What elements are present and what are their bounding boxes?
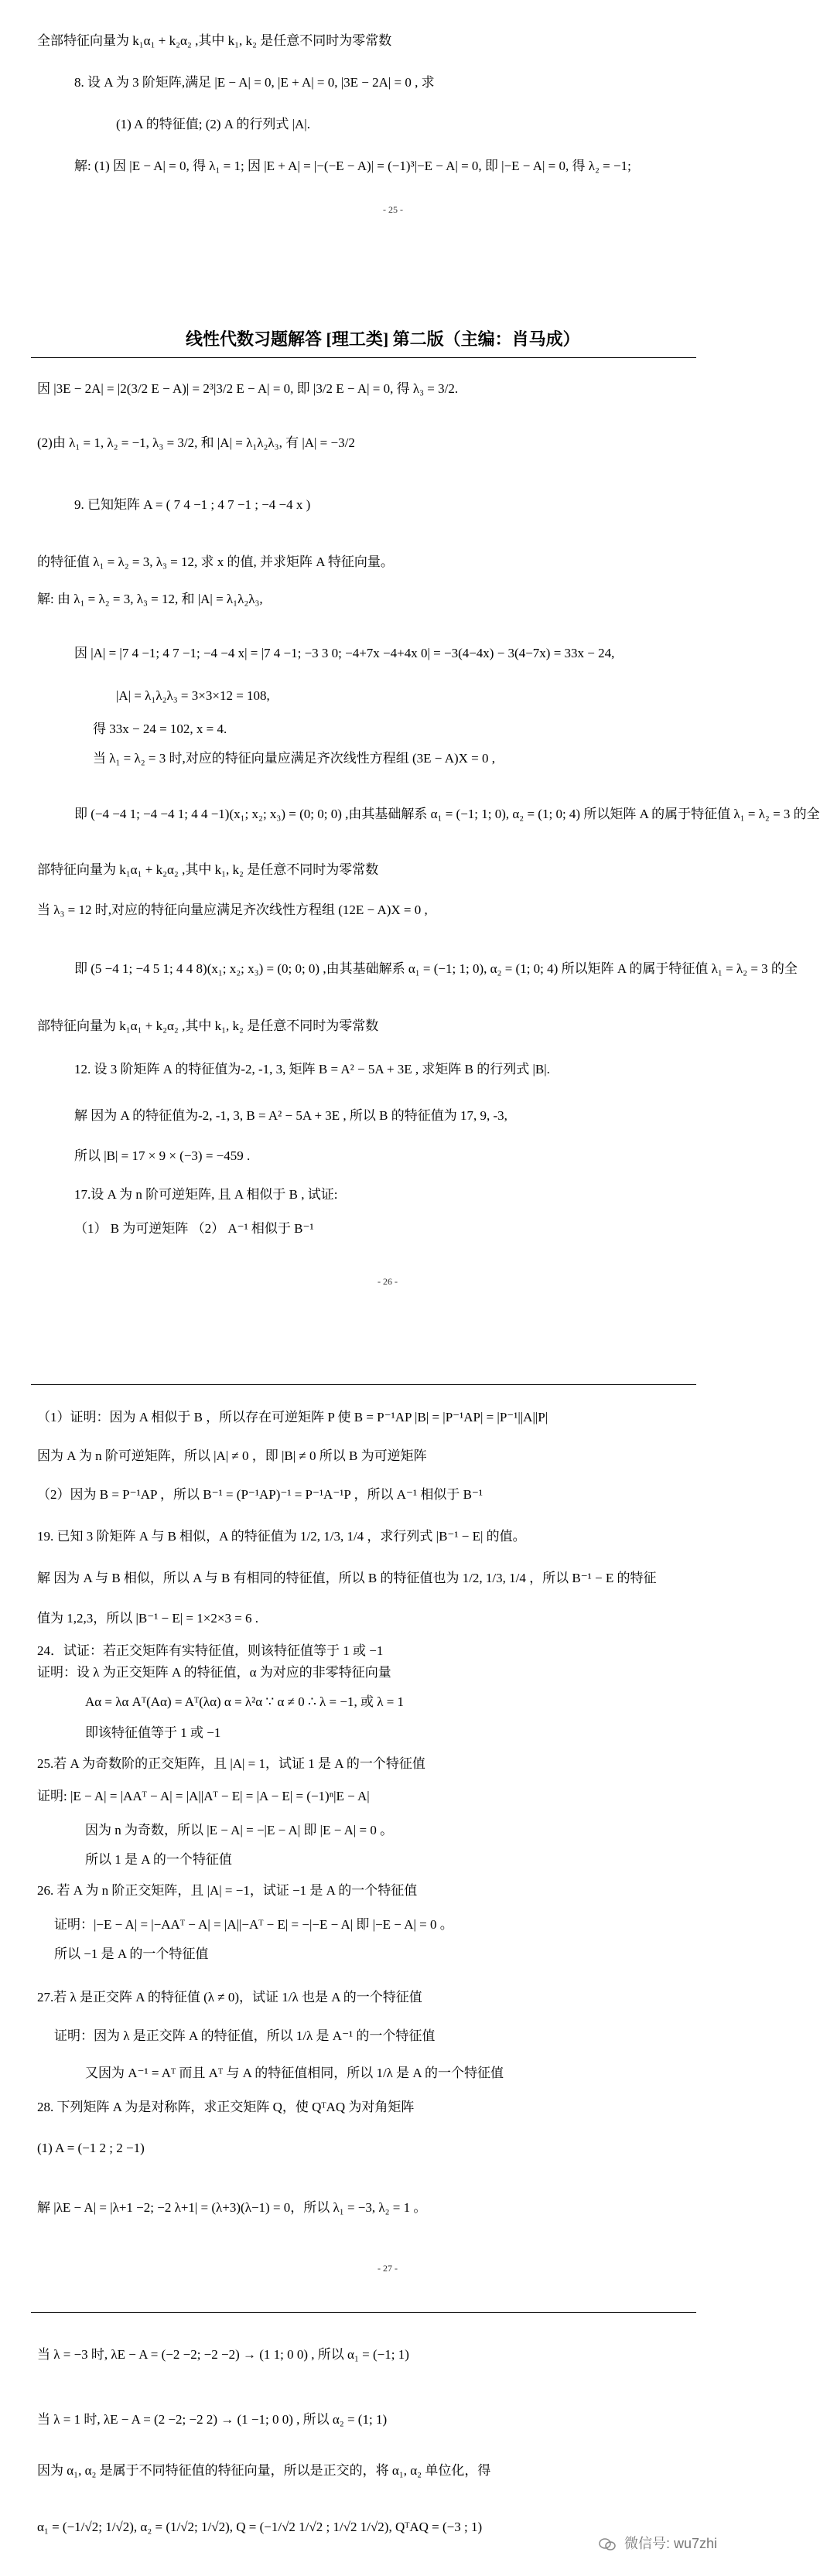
- page-26: [0, 317, 820, 1338]
- text-line: 证明：因为 λ 是正交阵 A 的特征值，所以 1/λ 是 A⁻¹ 的一个特征值: [54, 2028, 436, 2043]
- page-gap: [0, 232, 733, 317]
- text-line: 19. 已知 3 阶矩阵 A 与 B 相似，A 的特征值为 1/2, 1/3, 1/4 ，求行列式 |B⁻¹ − E| 的值。: [37, 1529, 526, 1544]
- text-line: 当 λ₃ = 12 时,对应的特征向量应满足齐次线性方程组 (12E − A)X = 0 ,: [37, 902, 428, 917]
- text-line: 因 |3E − 2A| = |2(3/2 E − A)| = 2³|3/2 E − A| = 0, 即 |3/2 E − A| = 0, 得 λ₃ = 3/2.: [37, 381, 459, 396]
- text-line: 26. 若 A 为 n 阶正交矩阵，且 |A| = −1，试证 −1 是 A 的一个特征值: [37, 1883, 418, 1898]
- text-line: 证明: |E − A| = |AAᵀ − A| = |A||Aᵀ − E| = |A − E| = (−1)ⁿ|E − A|: [37, 1789, 370, 1803]
- page-number: - 26 -: [378, 1276, 398, 1287]
- text-line: 因为 A 为 n 阶可逆矩阵，所以 |A| ≠ 0 ，即 |B| ≠ 0 所以 B 为可逆矩阵: [37, 1448, 427, 1463]
- text-line: α₁ = (−1/√2; 1/√2), α₂ = (1/√2; 1/√2), Q = (−1/√2 1/√2 ; 1/√2 1/√2), QᵀAQ = (−3 ; 1): [37, 2520, 483, 2534]
- text-line: 17.设 A 为 n 阶可逆矩阵, 且 A 相似于 B , 试证:: [74, 1187, 338, 1202]
- text-line: 证明：|−E − A| = |−AAᵀ − A| = |A||−Aᵀ − E| = −|−E − A| 即 |−E − A| = 0 。: [54, 1917, 453, 1932]
- text-line: 解 因为 A 的特征值为-2, -1, 3, B = A² − 5A + 3E , 所以 B 的特征值为 17, 9, -3,: [74, 1108, 507, 1123]
- text-line: 当 λ = 1 时, λE − A = (2 −2; −2 2) → (1 −1; 0 0) , 所以 α₂ = (1; 1): [37, 2412, 388, 2427]
- text-line: 解: 由 λ₁ = λ₂ = 3, λ₃ = 12, 和 |A| = λ₁λ₂λ₃,: [37, 592, 263, 606]
- text-line: 即 (5 −4 1; −4 5 1; 4 4 8)(x₁; x₂; x₃) = (0; 0; 0) ,由其基础解系 α₁ = (−1; 1; 0), α₂ = (1; 0; 4) 所以矩阵 A 的属于特征值 λ₁ = λ₂ = 3 的全: [74, 961, 798, 976]
- page-number: - 27 -: [378, 2263, 398, 2274]
- text-line: 因 |A| = |7 4 −1; 4 7 −1; −4 −4 x| = |7 4 −1; −3 3 0; −4+7x −4+4x 0| = −3(4−4x) − 3(4−7x) = 33x − 24,: [74, 646, 615, 660]
- text-line: 证明：设 λ 为正交矩阵 A 的特征值，α 为对应的非零特征向量: [37, 1665, 391, 1680]
- page-gap: [0, 2297, 733, 2312]
- text-line: 的特征值 λ₁ = λ₂ = 3, λ₃ = 12, 求 x 的值, 并求矩阵 A 特征向量。: [37, 554, 394, 569]
- page-number: - 25 -: [383, 204, 403, 215]
- text-line: 因为 α₁, α₂ 是属于不同特征值的特征向量，所以是正交的，将 α₁, α₂ 单位化，得: [37, 2463, 491, 2478]
- wechat-watermark: [599, 2533, 717, 2553]
- header-rule: [31, 357, 696, 358]
- text-line: （1）证明：因为 A 相似于 B ，所以存在可逆矩阵 P 使 B = P⁻¹AP |B| = |P⁻¹AP| = |P⁻¹||A||P|: [37, 1410, 548, 1424]
- text-line: 12. 设 3 阶矩阵 A 的特征值为-2, -1, 3, 矩阵 B = A² − 5A + 3E , 求矩阵 B 的行列式 |B|.: [74, 1062, 550, 1076]
- text-line: 25.若 A 为奇数阶的正交矩阵，且 |A| = 1，试证 1 是 A 的一个特征值: [37, 1756, 425, 1771]
- header-rule: [31, 2312, 696, 2313]
- text-line: 因为 n 为奇数，所以 |E − A| = −|E − A| 即 |E − A| = 0 。: [85, 1823, 394, 1837]
- text-line: (1) A = (−1 2 ; 2 −1): [37, 2141, 145, 2155]
- text-line: 部特征向量为 k₁α₁ + k₂α₂ ,其中 k₁, k₂ 是任意不同时为零常数: [37, 1018, 379, 1033]
- text-line: 28. 下列矩阵 A 为是对称阵，求正交矩阵 Q，使 QᵀAQ 为对角矩阵: [37, 2100, 415, 2114]
- page-28: [0, 2312, 733, 2576]
- text-line: 所以 1 是 A 的一个特征值: [85, 1852, 232, 1867]
- text-line: 全部特征向量为 k₁α₁ + k₂α₂ ,其中 k₁, k₂ 是任意不同时为零常数: [37, 33, 392, 48]
- text-line: 解 因为 A 与 B 相似，所以 A 与 B 有相同的特征值，所以 B 的特征值也为 1/2, 1/3, 1/4 ，所以 B⁻¹ − E 的特征: [37, 1571, 657, 1585]
- text-line: 所以 −1 是 A 的一个特征值: [54, 1947, 209, 1961]
- text-line: （2）因为 B = P⁻¹AP ，所以 B⁻¹ = (P⁻¹AP)⁻¹ = P⁻¹A⁻¹P ，所以 A⁻¹ 相似于 B⁻¹: [37, 1487, 483, 1502]
- text-line: 又因为 A⁻¹ = Aᵀ 而且 Aᵀ 与 A 的特征值相同，所以 1/λ 是 A 的一个特征值: [85, 2066, 504, 2080]
- watermark-text: 微信号: wu7zhi: [624, 2536, 717, 2551]
- text-line: 解: (1) 因 |E − A| = 0, 得 λ₁ = 1; 因 |E + A| = |−(−E − A)| = (−1)³|−E − A| = 0, 即 |−E − A| = 0, 得 λ₂ = −1;: [74, 159, 631, 173]
- text-line: Aα = λα Aᵀ(Aα) = Aᵀ(λα) α = λ²α ∵ α ≠ 0 ∴ λ = −1, 或 λ = 1: [85, 1694, 405, 1709]
- text-line: 即 (−4 −4 1; −4 −4 1; 4 4 −1)(x₁; x₂; x₃) = (0; 0; 0) ,由其基础解系 α₁ = (−1; 1; 0), α₂ = (1; 0; 4) 所以矩阵 A 的属于特征值 λ₁ = λ₂ = 3 的全: [74, 807, 820, 821]
- text-line: 9. 已知矩阵 A = ( 7 4 −1 ; 4 7 −1 ; −4 −4 x ): [74, 497, 311, 512]
- page-gap: [0, 1338, 733, 1384]
- wechat-icon: [599, 2537, 616, 2551]
- text-line: (1) A 的特征值; (2) A 的行列式 |A|.: [116, 117, 310, 131]
- text-line: 24．试证：若正交矩阵有实特征值，则该特征值等于 1 或 −1: [37, 1643, 384, 1658]
- text-line: 8. 设 A 为 3 阶矩阵,满足 |E − A| = 0, |E + A| = 0, |3E − 2A| = 0 , 求: [74, 75, 435, 90]
- text-line: 解 |λE − A| = |λ+1 −2; −2 λ+1| = (λ+3)(λ−1) = 0，所以 λ₁ = −3, λ₂ = 1 。: [37, 2200, 427, 2215]
- page-25: [0, 0, 733, 232]
- text-line: 当 λ = −3 时, λE − A = (−2 −2; −2 −2) → (1 1; 0 0) , 所以 α₁ = (−1; 1): [37, 2347, 409, 2362]
- page-header: 线性代数习题解答 [理工类] 第二版（主编：肖马成）: [186, 329, 580, 349]
- text-line: 所以 |B| = 17 × 9 × (−3) = −459 .: [74, 1148, 251, 1163]
- text-line: （1） B 为可逆矩阵 （2） A⁻¹ 相似于 B⁻¹: [74, 1221, 314, 1236]
- page-27: [0, 1384, 733, 2297]
- text-line: 即该特征值等于 1 或 −1: [85, 1725, 221, 1740]
- text-line: 部特征向量为 k₁α₁ + k₂α₂ ,其中 k₁, k₂ 是任意不同时为零常数: [37, 862, 379, 877]
- text-line: 值为 1,2,3，所以 |B⁻¹ − E| = 1×2×3 = 6 .: [37, 1611, 259, 1626]
- text-line: |A| = λ₁λ₂λ₃ = 3×3×12 = 108,: [116, 688, 270, 703]
- header-rule: [31, 1384, 696, 1385]
- text-line: 得 33x − 24 = 102, x = 4.: [93, 722, 227, 736]
- text-line: 当 λ₁ = λ₂ = 3 时,对应的特征向量应满足齐次线性方程组 (3E − A)X = 0 ,: [93, 751, 496, 766]
- text-line: (2)由 λ₁ = 1, λ₂ = −1, λ₃ = 3/2, 和 |A| = λ₁λ₂λ₃, 有 |A| = −3/2: [37, 435, 355, 450]
- text-line: 27.若 λ 是正交阵 A 的特征值 (λ ≠ 0)，试证 1/λ 也是 A 的一个特征值: [37, 1990, 422, 2005]
